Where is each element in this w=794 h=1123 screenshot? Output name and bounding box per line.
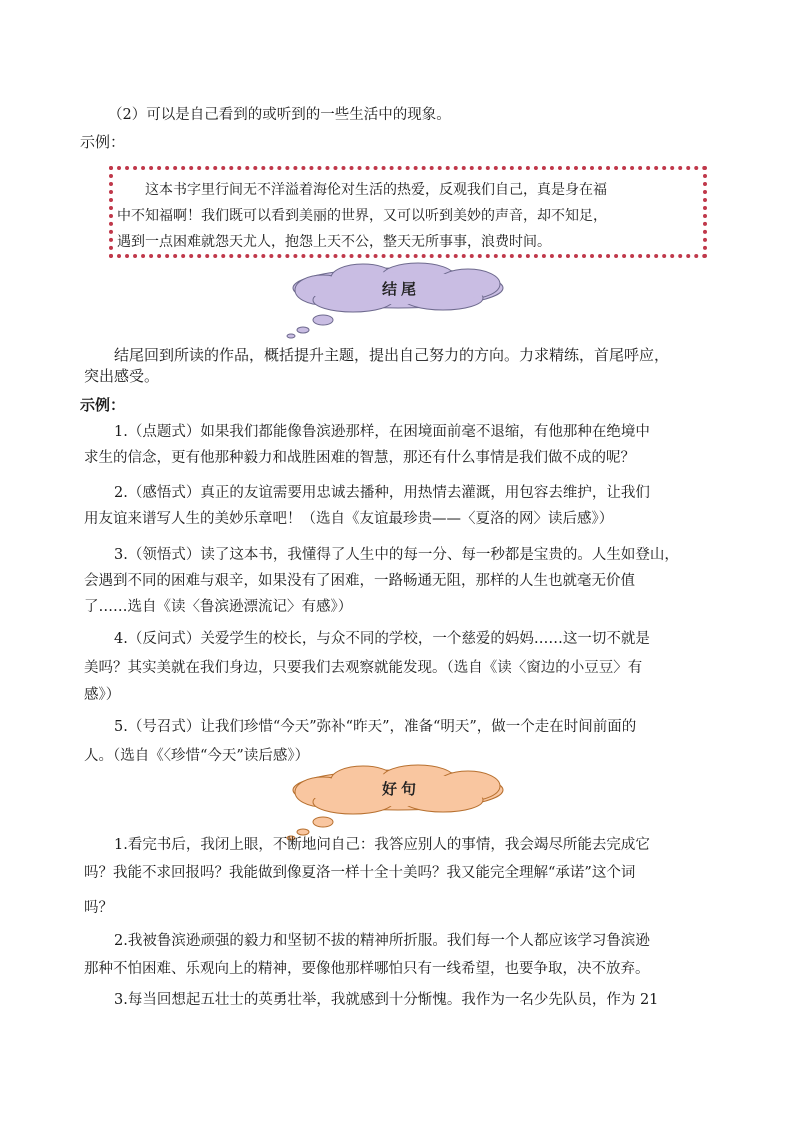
good-sentence-line: 吗？ xyxy=(84,900,113,916)
ending-desc-line: 突出感受。 xyxy=(84,368,160,385)
ending-cloud xyxy=(283,262,513,342)
ending-example-line: 用友谊来谱写人生的美妙乐章吧！（选自《友谊最珍贵——〈夏洛的网〉读后感》） xyxy=(84,511,614,527)
good-sentences-cloud xyxy=(283,764,513,844)
cloud-shape-icon xyxy=(283,764,513,844)
good-sentence-line: 3.每当回想起五壮士的英勇壮举，我就感到十分惭愧。我作为一名少先队员，作为 21 xyxy=(114,992,659,1008)
ending-example-line: 3.（领悟式）读了这本书，我懂得了人生中的每一分、每一秒都是宝贵的。人生如登山， xyxy=(114,547,679,563)
good-sentence-line: 吗？我能不求回报吗？我能做到像夏洛一样十全十美吗？我又能完全理解“承诺”这个词 xyxy=(84,865,636,881)
example-box-line: 遇到一点困难就怨天尤人，抱怨上天不公，整天无所事事，浪费时间。 xyxy=(117,234,551,250)
ending-example-line: 人。（选自《〈珍惜“今天”读后感》） xyxy=(84,748,310,764)
example-box-line: 中不知福啊！我们既可以看到美丽的世界，又可以听到美妙的声音，却不知足， xyxy=(117,208,607,224)
intro-item-2: （2）可以是自己看到的或听到的一些生活中的现象。 xyxy=(108,107,451,123)
good-sentence-line: 那种不怕困难、乐观向上的精神，要像他那样哪怕只有一线希望，也要争取，决不放弃。 xyxy=(84,961,650,977)
good-sentences-cloud-label: 好句 xyxy=(382,780,421,798)
example-label: 示例： xyxy=(80,134,126,151)
example-box-line: 这本书字里行间无不洋溢着海伦对生活的热爱，反观我们自己，真是身在福 xyxy=(145,182,607,198)
ending-cloud-label: 结尾 xyxy=(382,280,421,298)
ending-example-label: 示例： xyxy=(80,396,126,414)
good-sentence-line: 2.我被鲁滨逊顽强的毅力和坚韧不拔的精神所折服。我们每一个人都应该学习鲁滨逊 xyxy=(114,933,650,949)
ending-example-line: 5.（号召式）让我们珍惜“今天”弥补“昨天”，准备“明天”，做一个走在时间前面的 xyxy=(114,719,637,735)
ending-example-line: 求生的信念，更有他那种毅力和战胜困难的智慧，那还有什么事情是我们做不成的呢？ xyxy=(84,450,635,466)
good-sentence-line: 1.看完书后，我闭上眼，不断地问自己：我答应别人的事情，我会竭尽所能去完成它 xyxy=(114,837,650,853)
ending-example-line: 会遇到不同的困难与艰辛，如果没有了困难，一路畅通无阻，那样的人生也就毫无价值 xyxy=(84,573,635,589)
ending-example-line: 了……选自《读〈鲁滨逊漂流记〉有感》） xyxy=(84,599,353,615)
ending-example-line: 1.（点题式）如果我们都能像鲁滨逊那样，在困境面前毫不退缩，有他那种在绝境中 xyxy=(114,424,650,440)
ending-example-line: 感》） xyxy=(84,687,121,703)
ending-example-line: 美吗？其实美就在我们身边，只要我们去观察就能发现。（选自《读〈窗边的小豆豆〉有 xyxy=(84,660,643,676)
ending-desc-line: 结尾回到所读的作品，概括提升主题，提出自己努力的方向。力求精练，首尾呼应， xyxy=(114,347,670,364)
ending-example-line: 4.（反问式）关爱学生的校长，与众不同的学校，一个慈爱的妈妈……这一切不就是 xyxy=(114,631,650,647)
example-box xyxy=(109,166,707,258)
ending-example-line: 2.（感悟式）真正的友谊需要用忠诚去播种，用热情去灌溉，用包容去维护，让我们 xyxy=(114,485,650,501)
cloud-shape-icon xyxy=(283,262,513,342)
